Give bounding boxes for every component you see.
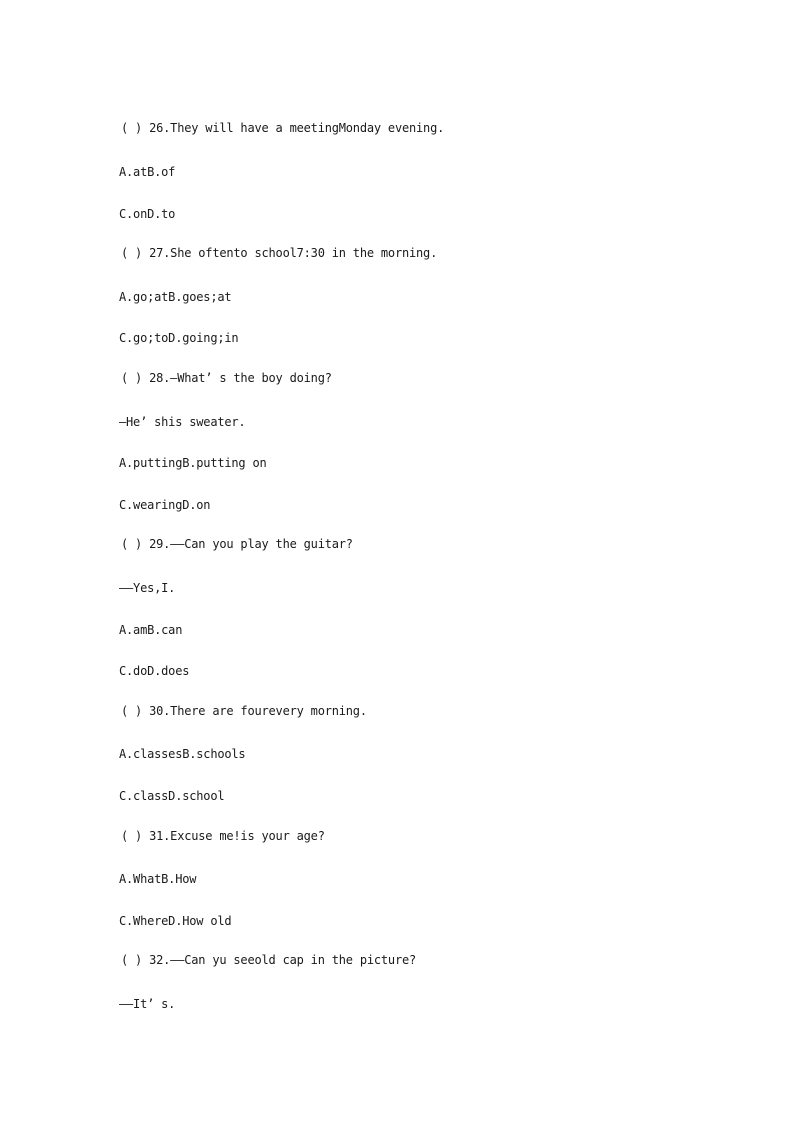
q28-dialogue-reply: —He’ shis sweater. bbox=[119, 415, 246, 429]
q31-options-ab: A.WhatB.How bbox=[119, 872, 197, 886]
question-30: ( ) 30.There are fourevery morning. bbox=[121, 704, 367, 718]
question-28: ( ) 28.—What’ s the boy doing? bbox=[121, 371, 332, 385]
q26-options-cd: C.onD.to bbox=[119, 207, 176, 221]
q26-options-ab: A.atB.of bbox=[119, 165, 176, 179]
q27-options-cd: C.go;toD.going;in bbox=[119, 331, 239, 345]
q29-dialogue-reply: ——Yes,I. bbox=[119, 581, 176, 595]
question-27: ( ) 27.She oftento school7:30 in the morning. bbox=[121, 246, 438, 260]
q28-options-cd: C.wearingD.on bbox=[119, 498, 211, 512]
q31-options-cd: C.WhereD.How old bbox=[119, 914, 232, 928]
q30-options-cd: C.classD.school bbox=[119, 789, 225, 803]
q29-options-ab: A.amB.can bbox=[119, 623, 183, 637]
question-31: ( ) 31.Excuse me!is your age? bbox=[121, 829, 325, 843]
q29-options-cd: C.doD.does bbox=[119, 664, 190, 678]
question-26: ( ) 26.They will have a meetingMonday evening. bbox=[121, 121, 445, 135]
q32-dialogue-reply: ——It’ s. bbox=[119, 997, 176, 1011]
q27-options-ab: A.go;atB.goes;at bbox=[119, 290, 232, 304]
q28-options-ab: A.puttingB.putting on bbox=[119, 456, 267, 470]
q30-options-ab: A.classesB.schools bbox=[119, 747, 246, 761]
question-32: ( ) 32.——Can yu seeold cap in the picture? bbox=[121, 953, 417, 967]
question-29: ( ) 29.——Can you play the guitar? bbox=[121, 537, 353, 551]
